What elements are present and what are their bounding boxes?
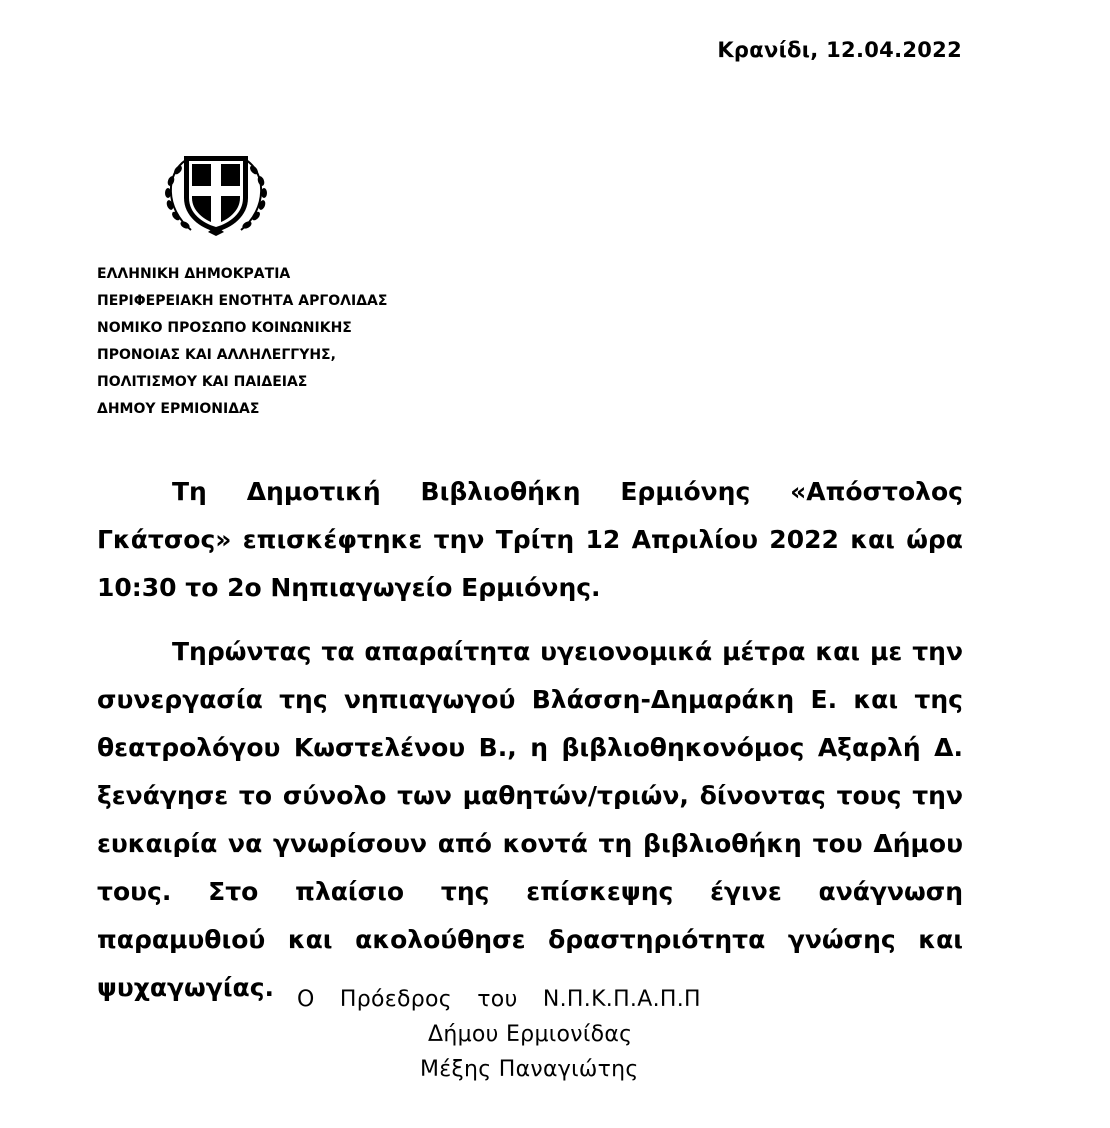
announcement-paragraph-1 <box>97 468 963 612</box>
signature-municipality: Δήμου Ερμιονίδας <box>428 1022 633 1047</box>
authority-line: ΠΡΟΝΟΙΑΣ ΚΑΙ ΑΛΛΗΛΕΓΓΥΗΣ, <box>97 347 336 363</box>
greek-coat-of-arms-icon <box>156 148 276 238</box>
authority-line: ΕΛΛΗΝΙΚΗ ΔΗΜΟΚΡΑΤΙΑ <box>97 266 291 282</box>
signature-name: Μέξης Παναγιώτης <box>420 1057 639 1082</box>
authority-line: ΠΟΛΙΤΙΣΜΟΥ ΚΑΙ ΠΑΙΔΕΙΑΣ <box>97 374 308 390</box>
paragraph-text: Τη Δημοτική Βιβλιοθήκη Ερμιόνης «Απόστολος Γκάτσος» επισκέφτηκε την Τρίτη 12 Απριλίου 2022 και ώρα 10:30 το 2ο Νηπιαγωγείο Ερμιόνης. <box>97 477 963 602</box>
authority-line: ΝΟΜΙΚΟ ΠΡΟΣΩΠΟ ΚΟΙΝΩΝΙΚΗΣ <box>97 320 352 336</box>
signature-title: Ο Πρόεδρος του Ν.Π.Κ.Π.Α.Π.Π <box>297 987 701 1012</box>
authority-line: ΠΕΡΙΦΕΡΕΙΑΚΗ ΕΝΟΤΗΤΑ ΑΡΓΟΛΙΔΑΣ <box>97 293 388 309</box>
issuing-authority-block <box>97 261 387 423</box>
authority-line: ΔΗΜΟΥ ΕΡΜΙΟΝΙΔΑΣ <box>97 401 260 417</box>
place-date: Κρανίδι, 12.04.2022 <box>717 38 962 62</box>
paragraph-text: Τηρώντας τα απαραίτητα υγειονομικά μέτρα και με την συνεργασία της νηπιαγωγού Βλάσση-Δημαράκη Ε. και της θεατρολόγου Κωστελένου Β., η βιβλιοθηκονόμος Αξαρλή Δ. ξενάγησε το σύνολο των μαθητών/τριών, δίνοντας τους την ευκαιρία να γνωρίσουν από κοντά τη βιβλιοθήκη του Δήμου τους. Στο πλαίσιο της επίσκεψης έγινε ανάγνωση παραμυθιού και ακολούθησε δραστηριότητα γνώσης και ψυχαγωγίας. <box>97 637 963 1002</box>
announcement-paragraph-2 <box>97 628 963 1012</box>
